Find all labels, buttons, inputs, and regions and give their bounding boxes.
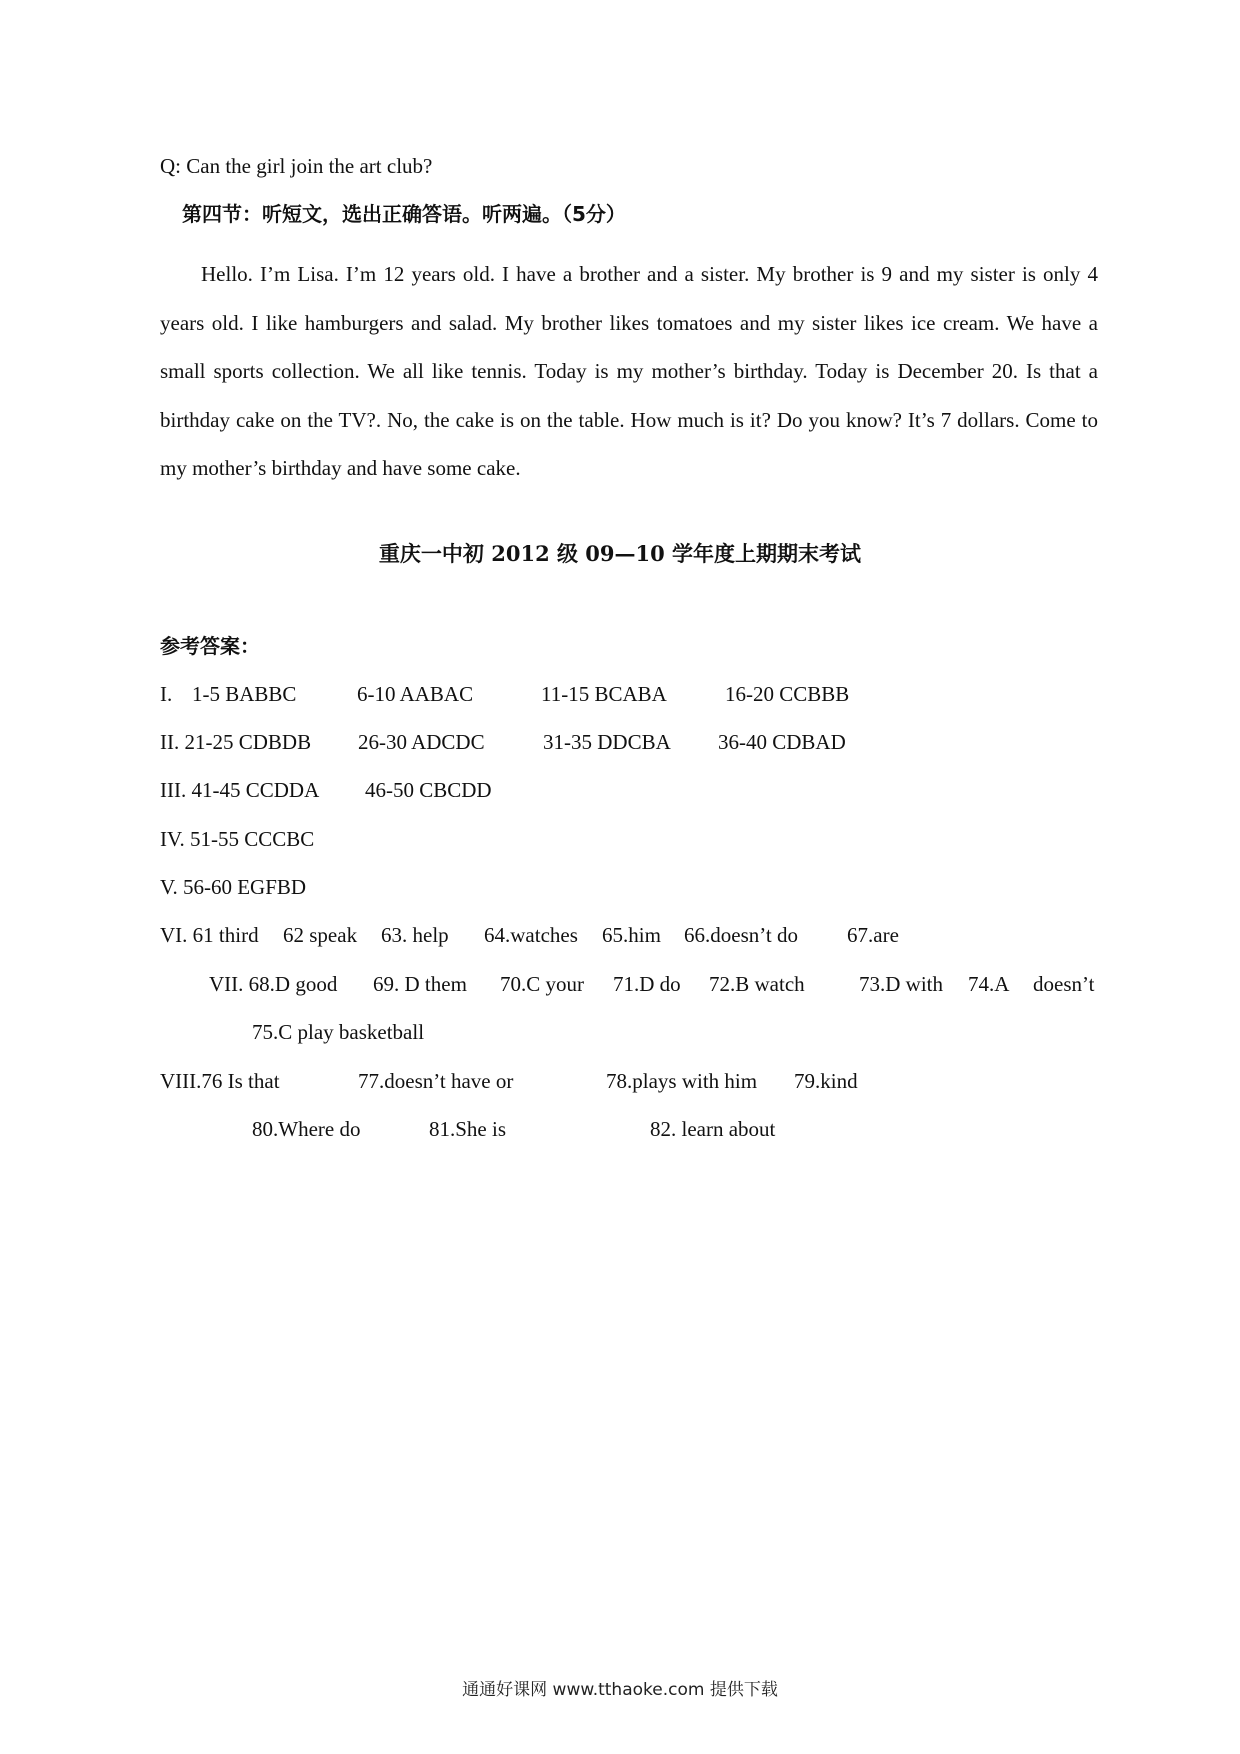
answer-item: II. 21-25 CDBDB: [160, 730, 312, 754]
answer-item: IV. 51-55 CCCBC: [160, 827, 315, 851]
answer-item: 66.doesn’t do: [684, 923, 798, 947]
page-footer: 通通好课网 www.tthaoke.com 提供下载: [462, 1680, 778, 1700]
answer-item: 11-15 BCABA: [541, 682, 667, 706]
answer-item: 65.him: [602, 923, 661, 947]
answer-item: 64.watches: [484, 923, 578, 947]
answer-item: 73.D with: [859, 972, 943, 996]
answers-heading: 参考答案：: [160, 634, 260, 658]
answer-item: 69. D them: [373, 972, 467, 996]
answer-item: VI. 61 third: [160, 923, 259, 947]
answer-item: 74.A: [968, 972, 1010, 996]
answer-item: 26-30 ADCDC: [358, 730, 485, 754]
answer-item: 71.D do: [613, 972, 681, 996]
answer-item: III. 41-45 CCDDA: [160, 778, 320, 802]
answer-item: 16-20 CCBBB: [725, 682, 850, 706]
answer-item: 70.C your: [500, 972, 584, 996]
answer-item: 6-10 AABAC: [357, 682, 474, 706]
listening-question: Q: Can the girl join the art club?: [160, 154, 433, 178]
answer-item: VIII.76 Is that: [160, 1069, 280, 1093]
answer-item: 75.C play basketball: [252, 1020, 425, 1044]
section-4-heading: 第四节：听短文，选出正确答语。听两遍。（5分）: [182, 202, 626, 226]
answer-item: 67.are: [847, 923, 899, 947]
answer-item: 72.B watch: [709, 972, 805, 996]
answer-item: doesn’t: [1033, 972, 1095, 996]
answer-item: 82. learn about: [650, 1117, 776, 1141]
answer-item: 78.plays with him: [606, 1069, 758, 1093]
answer-item: VII. 68.D good: [209, 972, 338, 996]
exam-title: 重庆一中初 2012 级 09—10 学年度上期期末考试: [378, 541, 862, 566]
answer-item: 31-35 DDCBA: [543, 730, 671, 754]
answer-item: I.: [160, 682, 173, 706]
answer-item: 81.She is: [429, 1117, 507, 1141]
answer-item: 62 speak: [283, 923, 358, 947]
answer-item: 36-40 CDBAD: [718, 730, 846, 754]
listening-passage: Hello. I’m Lisa. I’m 12 years old. I have a brother and a sister. My brother is 9 and my sister is only 4 years old. I like hamburgers and salad. My brother likes tomatoes and my sister likes ice cream. We have a small sports collection. We all like tennis. Today is my mother’s birthday. Today is December 20. Is that a birthday cake on the TV?. No, the cake is on the table. How much is it? Do you know? It’s 7 dollars. Come to my mother’s birthday and have some cake.: [160, 262, 1098, 480]
answer-item: 80.Where do: [252, 1117, 361, 1141]
answer-item: 79.kind: [794, 1069, 858, 1093]
answer-item: V. 56-60 EGFBD: [160, 875, 307, 899]
answer-item: 77.doesn’t have or: [358, 1069, 514, 1093]
answer-item: 46-50 CBCDD: [365, 778, 492, 802]
answer-item: 63. help: [381, 923, 449, 947]
answer-item: 1-5 BABBC: [192, 682, 297, 706]
